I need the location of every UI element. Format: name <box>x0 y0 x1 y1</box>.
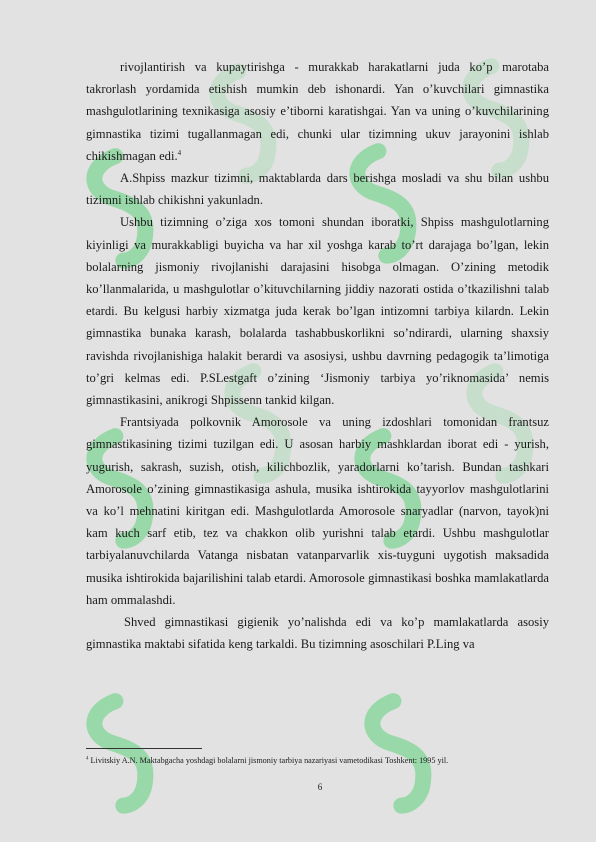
paragraph-3: Ushbu tizimning o’ziga xos tomoni shundan iboratki, Shpiss mashgulotlarning kiyinligi va murakkabligi buyicha va har xil yoshga karab to’rt darajaga bo’lgan, lekin bolalarning jismoniy rivojlanishi darajasini hisobga olmagan. O’zining metodik ko’llanmalarida, u mashgulotlar o’kituvchilarning jiddiy nazorati ostida o’tkazilishni talab etardi. Bu kelgusi harbiy xizmatga juda kerak bo’lgan intizomni tarbiya kilardn. Lekin gimnastika bunaka karash, bolalarda tashabbuskorlikni so’ndirardi, ularning shaxsiy ravishda rivojlanishiga halakit berardi va asosiysi, ushbu davrning pedagogik ta’limotiga to’gri kelmas edi. P.SLestgaft o’zining ‘Jismoniy tarbiya yo’riknomasida’ nemis gimnastikasini, anikrogi Shpissenn tankid kilgan. <box>86 215 549 408</box>
page-number: 6 <box>317 782 323 792</box>
footnote-text: Livitskiy A.N. Maktabgacha yoshdagi bolalarni jismoniy tarbiya nazariyasi vametodikasi Toshkent: 1995 yil. <box>90 756 449 765</box>
footnote-marker: 4 <box>86 756 89 762</box>
paragraph-4: Frantsiyada polkovnik Amorosole va uning izdoshlari tomonidan frantsuz gimnastikasining tizimi tuzilgan edi. U asosan harbiy mashklardan iborat edi - yurish, yugurish, sakrash, suzish, otish, kilichbozlik, yaradorlarni ko’tarish. Bundan tashkari Amorosole o’zining gimnastikasiga ashula, musika ishtirokida tayyorlov mashgulotlarini va ko’l mehnatini kiritgan edi. Mashgulotlarda Amorosole snaryadlar (narvon, tayok)ni kam kuch sarf etib, tez va chakkon olib yurishni talab etardi. Ushbu mashgulotlar tarbiyalanuvchilarda Vatanga nisbatan vatanparvarlik xis-tuyguni uygotish maksadida musika ishtirokida bajarilishini talab etardi. Amorosole gimnastikasi boshka mamlakatlarda ham ommalashdi. <box>86 415 549 607</box>
paragraph-text: rivojlantirish va kupaytirishga - murakkab harakatlarni juda ko’p marotaba takrorlash yordamida etishish mumkin deb ishonardi. Yan o’kuvchilari gimnastika mashgulotlarining texnikasiga asosiy e’tiborni karatishgai. Yan va uning o’kuvchilarining gimnastika tizimi tugallanmagan edi, chunki ular tizimning ukuv jarayonini ishlab chikishmagan edi. <box>86 60 549 163</box>
footnote-ref[interactable]: 4 <box>177 148 182 157</box>
paragraph-1 <box>86 56 549 167</box>
paragraph-2: A.Shpiss mazkur tizimni, maktablarda dars berishga mosladi va shu bilan ushbu tizimni ishlab chikishni yakunladn. <box>86 171 549 208</box>
footnote-divider <box>86 748 202 749</box>
footnote <box>86 755 556 766</box>
paragraph-5: Shved gimnastikasi gigienik yo’nalishda edi va ko’p mamlakatlarda asosiy gimnastika maktabi sifatida keng tarkaldi. Bu tizimning asoschilari P.Ling va <box>86 615 549 652</box>
body-text <box>86 56 549 655</box>
